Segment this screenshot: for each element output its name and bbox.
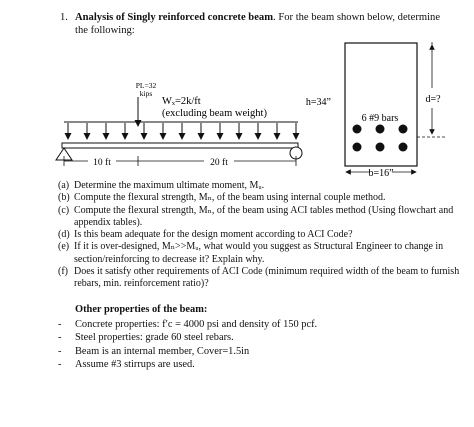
property-text: Beam is an internal member, Cover=1.5in (75, 345, 250, 357)
bullet-dash: - (58, 358, 62, 370)
question-e (58, 241, 468, 266)
question-f (58, 266, 468, 291)
problem-intro-line2: the following: (75, 25, 135, 36)
question-label: (a) (58, 180, 70, 191)
question-label: (b) (58, 192, 70, 204)
question-text: Compute the flexural strength, Mₙ, of the beam using internal couple method. (74, 192, 386, 204)
question-label: (d) (58, 229, 70, 241)
property-text: Concrete properties: f′c = 4000 psi and density of 150 pcf. (75, 319, 318, 330)
question-b (58, 192, 468, 204)
question-text: Does it satisfy other requirements of ACI Code (minimum required width of the beam to furnish rebars, min. reinforcement ratio)? (74, 266, 460, 290)
beam-member (62, 143, 298, 148)
distributed-load-arrows (68, 123, 296, 139)
distributed-load-note: (excluding beam weight) (162, 108, 267, 119)
problem-title: Analysis of Singly reinforced concrete beam (75, 12, 274, 23)
point-load-label-1: PL=32 (135, 81, 157, 90)
property-text: Steel properties: grade 60 steel rebars. (75, 332, 234, 344)
rebar (399, 125, 408, 134)
distributed-load-label: Wₓ=2k/ft (162, 96, 201, 107)
question-label: (c) (58, 204, 70, 216)
point-load-label-2: kips (139, 89, 153, 98)
span-left-label: 10 ft (93, 158, 111, 168)
bullet-dash: - (58, 332, 62, 344)
property-item (58, 358, 317, 371)
beam-figure (0, 0, 474, 180)
properties-title: Other properties of the beam: (75, 304, 208, 315)
property-item (58, 318, 317, 331)
question-text: Is this beam adequate for the design moment according to ACI Code? (74, 229, 353, 241)
rebar (376, 143, 385, 152)
problem-intro-rest: . For the beam shown below, determine (273, 12, 441, 23)
question-text: Determine the maximum ultimate moment, Mᵤ. (74, 180, 265, 191)
question-label: (f) (58, 266, 68, 278)
rebar (399, 143, 408, 152)
question-label: (e) (58, 241, 70, 253)
question-text: Compute the flexural strength, Mₙ, of the beam using ACI tables method (Using flowchart and appendix tables). (74, 204, 454, 228)
property-text: Assume #3 stirrups are used. (75, 358, 195, 370)
question-d (58, 229, 468, 241)
bars-label: 6 #9 bars (361, 113, 399, 124)
question-a (58, 180, 468, 192)
property-item (58, 345, 317, 358)
bullet-dash: - (58, 345, 62, 357)
question-text: If it is over-designed, Mₙ>>Mᵤ, what would you suggest as Structural Engineer to change in section/reinforcing to decrease it? Explain why. (74, 241, 444, 265)
span-right-label: 20 ft (210, 158, 228, 168)
rebar (353, 125, 362, 134)
rebar (376, 125, 385, 134)
section-height-label: h=34” (305, 97, 331, 108)
properties-list (58, 318, 317, 371)
question-c (58, 205, 468, 230)
rebar (353, 143, 362, 152)
effective-depth-label: d=? (425, 94, 441, 105)
problem-number: 1. (60, 12, 68, 23)
bullet-dash: - (58, 319, 62, 330)
section-width-label: b=16” (368, 168, 394, 179)
question-list (58, 180, 468, 291)
property-item (58, 331, 317, 344)
